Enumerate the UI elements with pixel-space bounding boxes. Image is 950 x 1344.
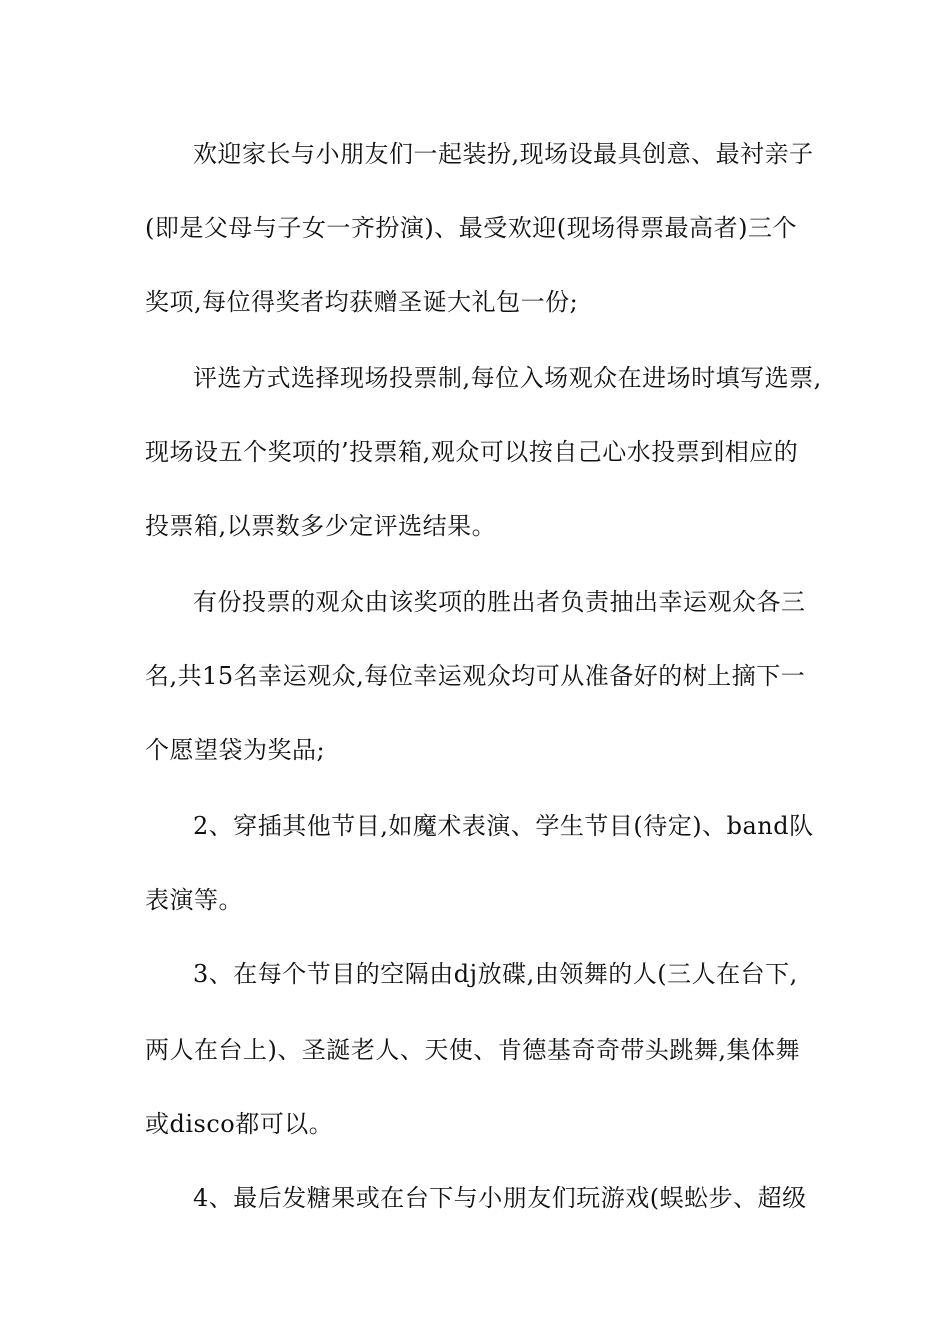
paragraph-line: 表演等。: [145, 886, 243, 914]
paragraph-line: 或disco都可以。: [145, 1110, 334, 1138]
paragraph-line: 2、穿插其他节目,如魔术表演、学生节目(待定)、band队: [193, 812, 814, 840]
paragraph-line: 两人在台上)、圣誕老人、天使、肯德基奇奇带头跳舞,集体舞: [145, 1036, 800, 1064]
paragraph-line: 欢迎家长与小朋友们一起装扮,现场设最具创意、最衬亲子: [193, 140, 814, 168]
paragraph-line: 现场设五个奖项的’投票箱,观众可以按自己心水投票到相应的: [145, 438, 799, 466]
paragraph-line: (即是父母与子女一齐扮演)、最受欢迎(现场得票最高者)三个: [145, 214, 797, 242]
paragraph-line: 奖项,每位得奖者均获赠圣诞大礼包一份;: [145, 288, 579, 316]
paragraph-line: 有份投票的观众由该奖项的胜出者负责抽出幸运观众各三: [193, 588, 806, 616]
paragraph-line: 4、最后发糖果或在台下与小朋友们玩游戏(蜈蚣步、超级: [193, 1184, 807, 1212]
paragraph-line: 投票箱,以票数多少定评选结果。: [145, 512, 497, 540]
paragraph-line: 评选方式选择现场投票制,每位入场观众在进场时填写选票,: [193, 364, 822, 392]
paragraph-line: 3、在每个节目的空隔由dj放碟,由领舞的人(三人在台下,: [193, 960, 798, 988]
paragraph-line: 名,共15名幸运观众,每位幸运观众均可从准备好的树上摘下一: [145, 662, 806, 690]
paragraph-line: 个愿望袋为奖品;: [145, 736, 326, 764]
